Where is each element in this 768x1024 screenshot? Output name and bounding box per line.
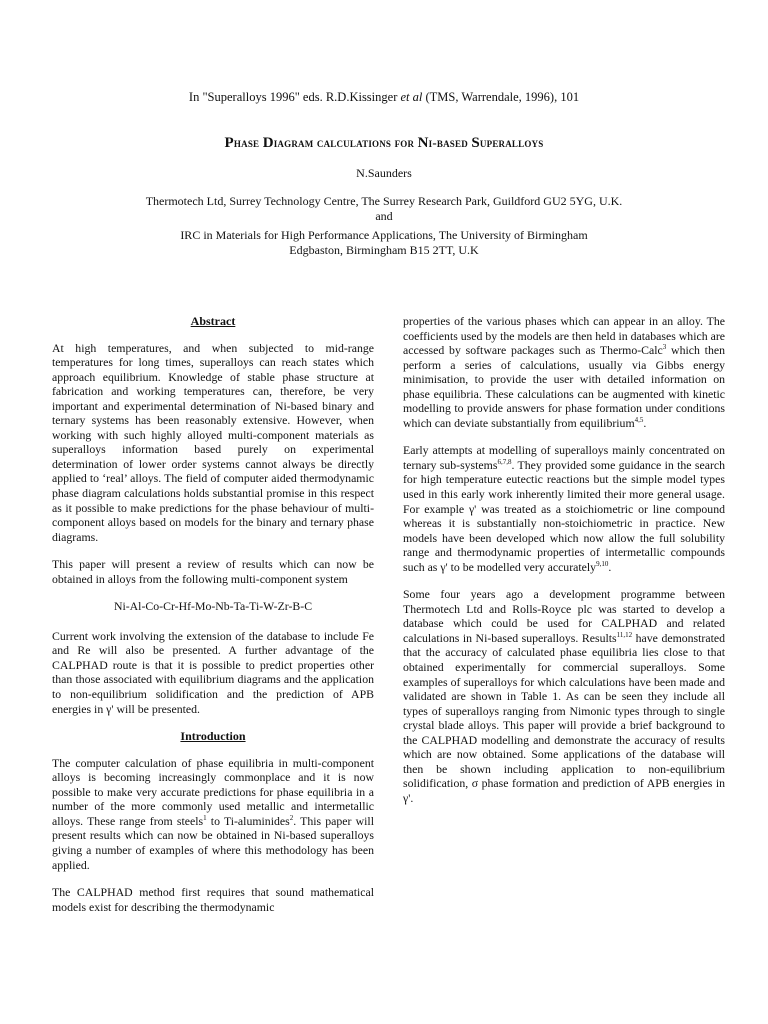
reference-superscript: 6,7,8	[497, 458, 512, 466]
text-run: properties of the various phases which can appear in an alloy. The coefficients used by the models are then held in databases which are accessed by software packages such as Thermo-Calc	[403, 314, 725, 358]
title-part: hase	[233, 135, 263, 150]
reference-superscript: 1	[203, 813, 207, 822]
text-run: The computer calculation of phase equilibria in multi-component alloys is becoming increasingly commonplace and it is now possible to make very accurate predictions for phase equilibria in a number of the more commonly used metallic and intermetallic alloys. These range from steels	[52, 755, 374, 828]
abstract-paragraph-1: At high temperatures, and when subjected to mid-range temperatures for long times, superalloys can reach states which approach equilibrium. Knowledge of stable phase structure at fabrication and working temperatures can, therefore, be very important and experimental determination of Ni-based binary and ternary systems has been reasonably extensive. However, when working with such highly alloyed multi-component materials as superalloys information based purely on experimental determination of lower order systems cannot always be directly applied to ‘real’ alloys. The field of computer aided thermodynamic phase diagram calculations holds substantial promise in this respect as it possible to make predictions for the phase behaviour of multi-component alloys based on models for the binary and ternary phase diagrams.	[52, 340, 374, 544]
title-part: D	[262, 135, 274, 151]
reference-superscript: 11,12	[616, 631, 633, 640]
text-run: Early attempts at modelling of superalloys mainly concentrated on ternary sub-systems	[403, 443, 725, 472]
reference-superscript: 9,10	[596, 559, 609, 568]
text-run: which then perform a series of calculations, usually via Gibbs energy minimisation, to provide the user with detailed information on phase equilibria. These calculations can be augmented with kinetic modelling to provide answers for phase formation under conditions which can deviate substantially from equilibrium	[403, 343, 725, 430]
abstract-heading: Abstract	[190, 314, 236, 328]
affiliation-2-line2: Edgbaston, Birmingham B15 2TT, U.K	[289, 242, 479, 257]
affiliation-1: Thermotech Ltd, Surrey Technology Centre, The Surrey Research Park, Guildford GU2 5YG, U.K.	[145, 194, 623, 208]
affiliation-2	[0, 228, 768, 257]
title-part: iagram calculations for	[273, 135, 418, 150]
right-paragraph-1	[403, 314, 725, 430]
text-run: . They provided some guidance in the search for high temperature eutectic reactions but the simple model types used in this early work inherently limited their more general usage. For example γ' was treated as a stoichiometric or line compound whereas it is substantially non-stoichiometric in practice. New models have been developed which now allow the full solubility range and thermodynamic properties of intermetallic compounds such as γ' to be modelled very accurately	[403, 457, 726, 574]
reference-superscript: 2	[289, 813, 294, 822]
right-paragraph-3	[403, 587, 725, 805]
title-part: i-based	[428, 135, 472, 150]
author-name: N.Saunders	[356, 166, 412, 180]
introduction-heading: Introduction	[180, 729, 246, 744]
text-run: Some four years ago a development programme between Thermotech Ltd and Rolls-Royce plc was started to develop a database which could be used for CALPHAD and related calculations in Ni-based superalloys. Results	[403, 587, 725, 645]
left-column	[52, 314, 374, 927]
intro-paragraph-2: The CALPHAD method first requires that sound mathematical models exist for describing the thermodynamic	[52, 885, 374, 914]
paper-title	[0, 134, 768, 152]
abstract-paragraph-3: Current work involving the extension of the database to include Fe and Re will also be presented. A further advantage of the CALPHAD route is that it is possible to predict properties other than those associated with equilibrium diagrams and the application to non-equilibrium solidification and the prediction of APB energies in γ' will be presented.	[52, 628, 374, 716]
text-run: .	[643, 415, 647, 430]
citation-etal: et al	[400, 90, 423, 104]
text-run: . This paper will present results which can now be obtained in Ni-based superalloys giving a number of examples of where this methodology has been applied.	[52, 813, 374, 872]
title-part: N	[417, 135, 429, 151]
alloy-system: Ni-Al-Co-Cr-Hf-Mo-Nb-Ta-Ti-W-Zr-B-C	[113, 599, 313, 614]
text-run: to Ti-aluminides	[206, 813, 290, 828]
title-part: uperalloys	[479, 135, 544, 150]
citation-line	[0, 90, 768, 105]
text-run: .	[608, 559, 612, 574]
right-column	[403, 314, 725, 819]
reference-superscript: 4,5	[634, 415, 644, 424]
abstract-paragraph-2: This paper will present a review of results which can now be obtained in alloys from the following multi-component system	[52, 557, 374, 586]
text-run: have demonstrated that the accuracy of calculated phase equilibria lies close to that obtained experimentally for commercial superalloys. Some examples of superalloys for which calculations have been made and validated are shown in Table 1. As can be seen they include all types of superalloys ranging from Nimonic types through to single crystal blade alloys. This paper will provide a brief background to the CALPHAD modelling and demonstrate the accuracy of results which are now obtained. Some applications of the database will then be shown including application to non-equilibrium solidification, σ phase formation and prediction of APB energies in γ'.	[403, 630, 725, 805]
citation-prefix: In "Superalloys 1996" eds. R.D.Kissinger	[188, 90, 401, 104]
intro-paragraph-1	[52, 756, 374, 872]
title-part: S	[471, 135, 480, 151]
affiliation-2-line1: IRC in Materials for High Performance Applications, The University of Birmingham	[180, 228, 588, 242]
reference-superscript: 3	[662, 343, 667, 352]
title-part: P	[224, 135, 234, 151]
citation-suffix: (TMS, Warrendale, 1996), 101	[422, 90, 580, 104]
affiliation-and: and	[375, 209, 393, 223]
right-paragraph-2	[403, 443, 725, 574]
